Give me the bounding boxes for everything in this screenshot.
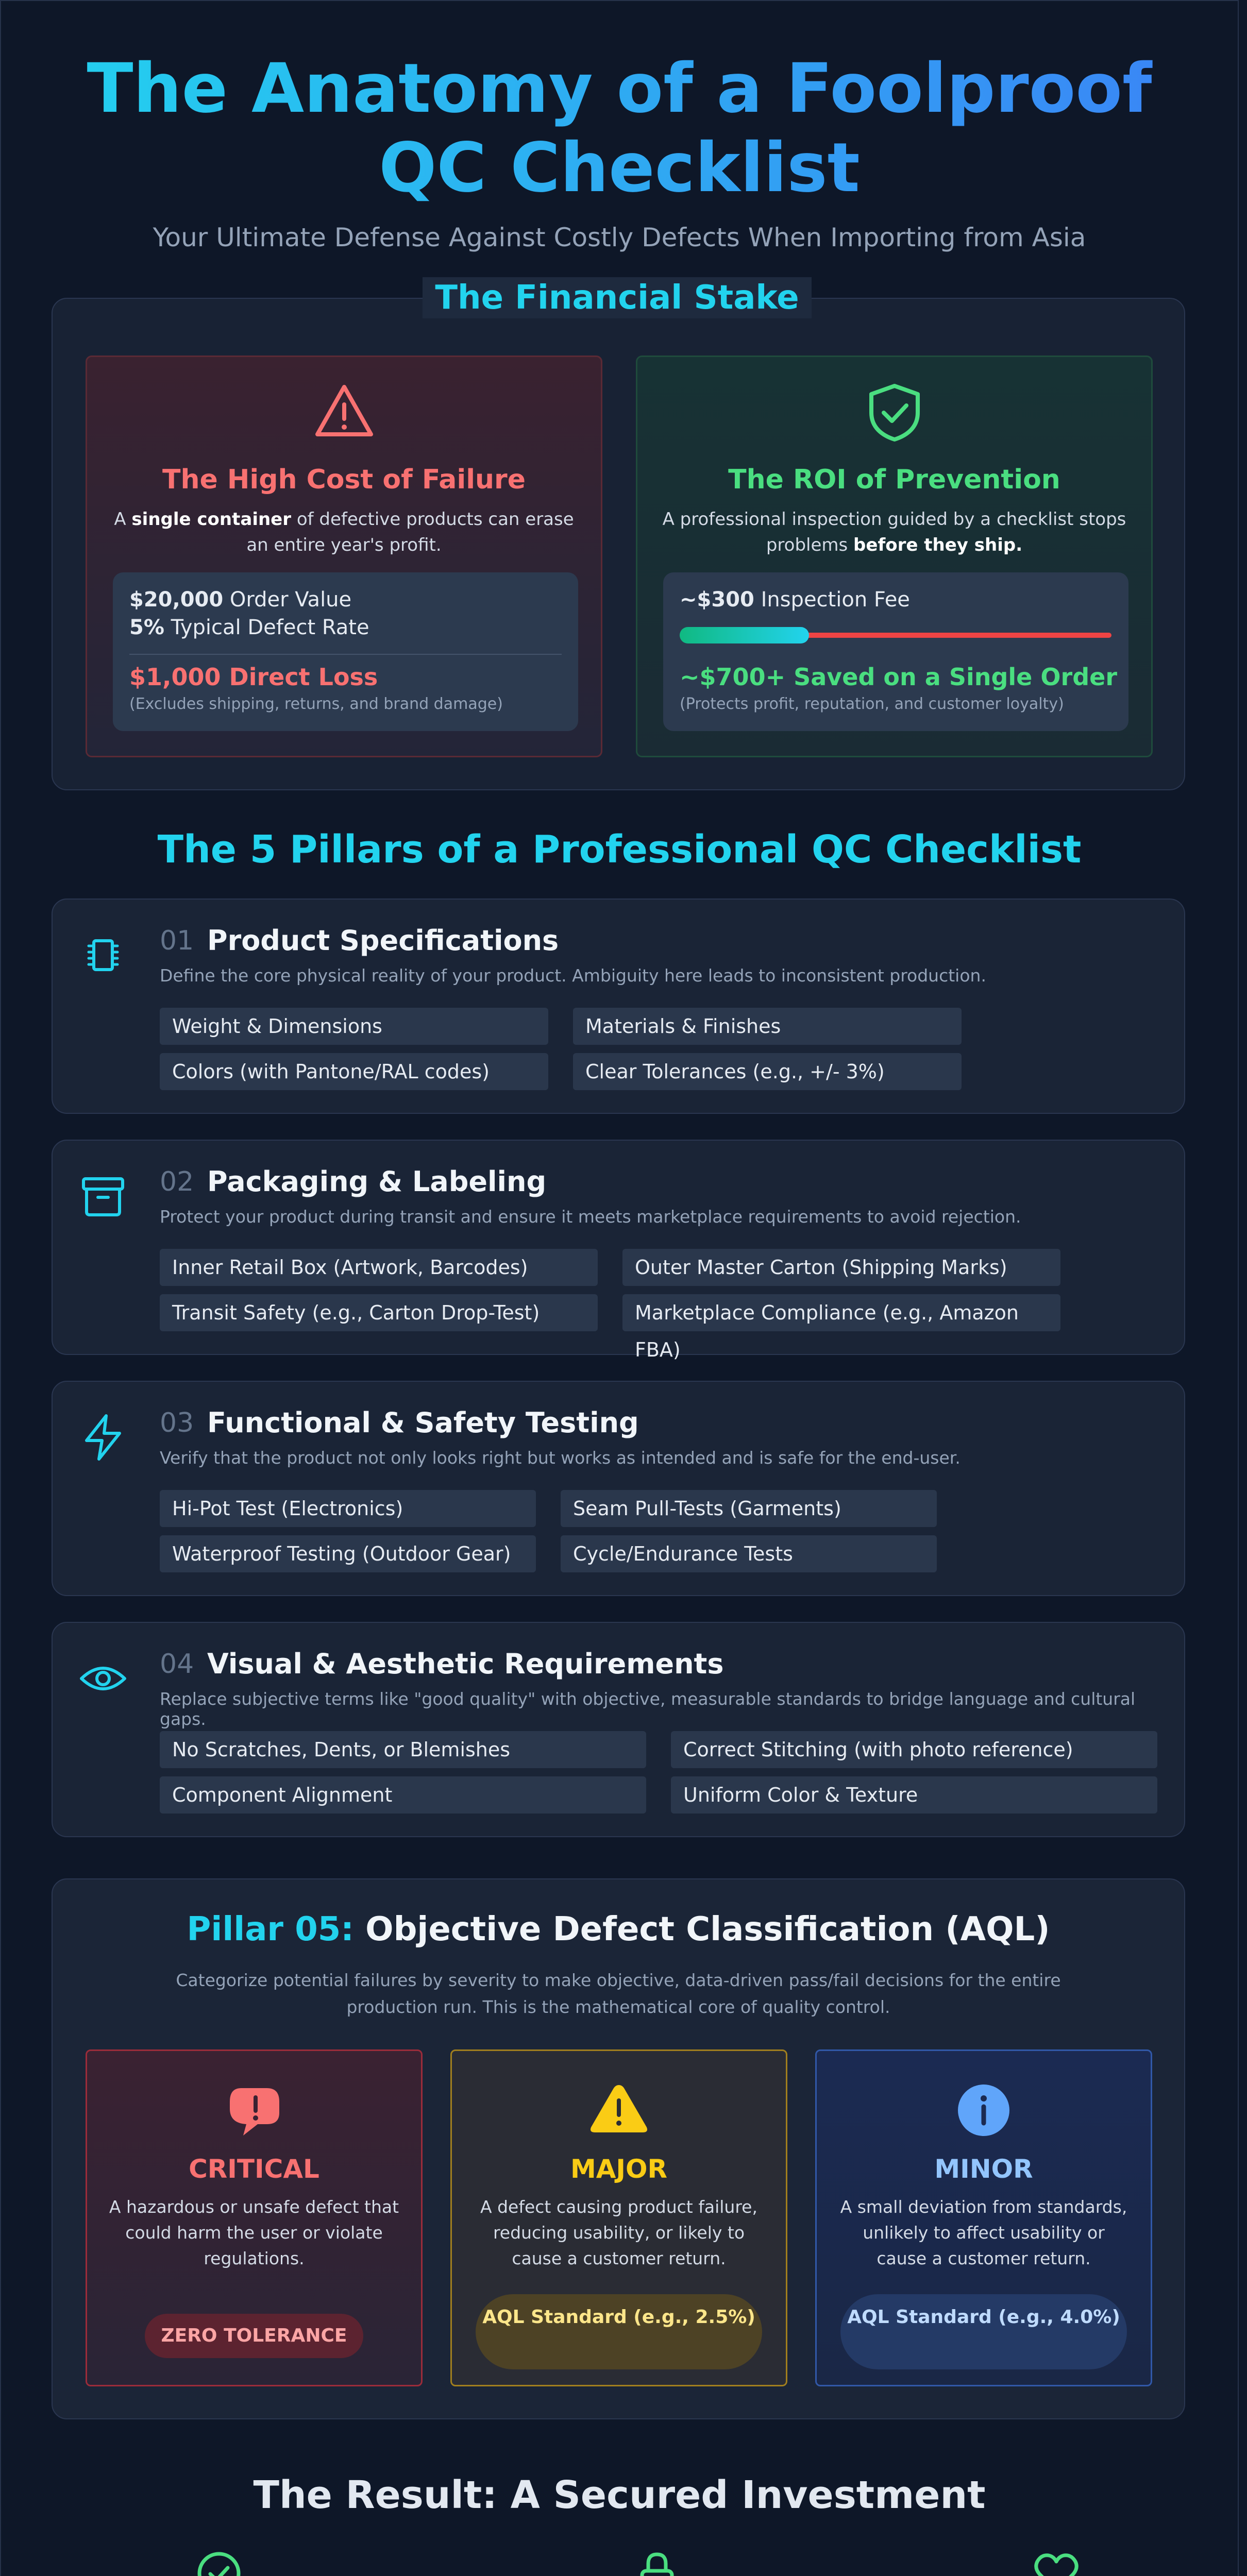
- defect-rate-line: 5% Typical Defect Rate: [129, 616, 369, 639]
- major-defect-card: [450, 2049, 787, 2386]
- checklist-item: Colors (with Pantone/RAL codes): [160, 1053, 548, 1090]
- severity-name: CRITICAL: [189, 2154, 319, 2184]
- pillar-functional-safety-testing: [52, 1381, 1185, 1596]
- pillar-name: Packaging & Labeling: [207, 1165, 547, 1198]
- severity-description: A defect causing product failure, reducing usability, or likely to cause a customer return.: [480, 2197, 757, 2268]
- checklist-item: Waterproof Testing (Outdoor Gear): [160, 1535, 536, 1572]
- severity-description: A hazardous or unsafe defect that could harm the user or violate regulations.: [109, 2197, 399, 2268]
- severity-standard-badge: ZERO TOLERANCE: [145, 2314, 363, 2358]
- roi-of-prevention-card: [636, 355, 1153, 757]
- info-circle-icon: [817, 2082, 1151, 2141]
- box-icon: [78, 1172, 128, 1221]
- roi-title: The ROI of Prevention: [728, 464, 1060, 495]
- critical-defect-card: [86, 2049, 423, 2386]
- pillar-name: Product Specifications: [207, 924, 559, 957]
- aql-title: Pillar 05: Objective Defect Classification (AQL): [187, 1910, 1050, 1948]
- eye-icon: [78, 1654, 128, 1703]
- pillar-name: Visual & Aesthetic Requirements: [207, 1648, 724, 1680]
- severity-standard-badge: AQL Standard (e.g., 4.0%): [840, 2294, 1127, 2369]
- aql-description: Categorize potential failures by severity to make objective, data-driven pass/fail decisions for the entire production run. This is the mathematical core of quality control.: [176, 1970, 1061, 2017]
- checklist-item: Clear Tolerances (e.g., +/- 3%): [573, 1053, 962, 1090]
- shield-check-icon: [637, 383, 1151, 445]
- aql-panel: [52, 1878, 1185, 2419]
- divider: [129, 654, 562, 655]
- checklist-item: Materials & Finishes: [573, 1008, 962, 1045]
- check-circle-icon: [75, 2550, 363, 2576]
- checklist-item: Seam Pull-Tests (Garments): [561, 1490, 937, 1527]
- warning-triangle-icon: [87, 383, 601, 442]
- result-item: [75, 2550, 363, 2576]
- direct-loss-value: $1,000 Direct Loss: [129, 663, 378, 691]
- cost-of-failure-card: [86, 355, 602, 757]
- lock-icon: [513, 2550, 801, 2576]
- savings-value: ~$700+ Saved on a Single Order: [680, 663, 1118, 691]
- pillar-packaging-labeling: [52, 1140, 1185, 1361]
- checklist-item: Correct Stitching (with photo reference): [671, 1731, 1157, 1768]
- pillar-visual-aesthetic: [52, 1622, 1185, 1837]
- warning-triangle-icon: [452, 2082, 786, 2138]
- loss-calculation-box: [113, 572, 578, 731]
- checklist-item: Hi-Pot Test (Electronics): [160, 1490, 536, 1527]
- checklist-item: Uniform Color & Texture: [671, 1776, 1157, 1814]
- inspection-fee-fill: [680, 627, 809, 643]
- checklist-item: Transit Safety (e.g., Carton Drop-Test): [160, 1294, 598, 1331]
- severity-name: MINOR: [934, 2154, 1033, 2184]
- checklist-item: Cycle/Endurance Tests: [561, 1535, 937, 1572]
- savings-note: (Protects profit, reputation, and customer loyalty): [680, 695, 1064, 713]
- checklist-item: Outer Master Carton (Shipping Marks): [622, 1249, 1060, 1286]
- pillar-description: Define the core physical reality of your product. Ambiguity here leads to inconsistent production.: [160, 965, 986, 986]
- pillar-name: Functional & Safety Testing: [207, 1406, 639, 1439]
- cost-of-failure-title: The High Cost of Failure: [162, 464, 526, 495]
- financial-stake-heading: The Financial Stake: [423, 277, 812, 318]
- pillar-number: 04: [160, 1649, 194, 1680]
- cost-of-failure-desc: A single container of defective products can erase an entire year's profit.: [114, 509, 574, 555]
- checklist-item: No Scratches, Dents, or Blemishes: [160, 1731, 646, 1768]
- pillar-product-specifications: [52, 899, 1185, 1114]
- savings-calculation-box: [663, 572, 1128, 731]
- inspection-fee-line: ~$300 Inspection Fee: [680, 588, 910, 612]
- direct-loss-note: (Excludes shipping, returns, and brand damage): [129, 695, 503, 713]
- pillar-number: 01: [160, 925, 194, 956]
- pillars-heading: The 5 Pillars of a Professional QC Checklist: [157, 827, 1082, 872]
- checklist-item: Inner Retail Box (Artwork, Barcodes): [160, 1249, 598, 1286]
- cost-comparison-bar: [680, 633, 1111, 638]
- checklist-item: Weight & Dimensions: [160, 1008, 548, 1045]
- chip-icon: [78, 930, 128, 980]
- checklist-item: Marketplace Compliance (e.g., Amazon FBA): [622, 1294, 1060, 1331]
- heart-icon: [912, 2550, 1201, 2576]
- severity-description: A small deviation from standards, unlikely to affect usability or cause a customer return.: [840, 2197, 1127, 2268]
- checklist-item: Component Alignment: [160, 1776, 646, 1814]
- severity-name: MAJOR: [570, 2154, 668, 2184]
- pillar-description: Protect your product during transit and ensure it meets marketplace requirements to avoid rejection.: [160, 1207, 1021, 1227]
- result-title: The Result: A Secured Investment: [253, 2473, 986, 2517]
- roi-desc: A professional inspection guided by a checklist stops problems before they ship.: [662, 509, 1126, 555]
- page-title: The Anatomy of a Foolproof QC Checklist: [0, 49, 1239, 208]
- order-value-line: $20,000 Order Value: [129, 588, 352, 612]
- severity-standard-badge: AQL Standard (e.g., 2.5%): [476, 2294, 762, 2369]
- financial-stake-panel: [52, 298, 1185, 790]
- pillar-number: 03: [160, 1408, 194, 1438]
- pillar-number: 02: [160, 1166, 194, 1197]
- minor-defect-card: [815, 2049, 1152, 2386]
- result-item: [912, 2550, 1201, 2576]
- page-subtitle: Your Ultimate Defense Against Costly Defects When Importing from Asia: [153, 223, 1086, 252]
- pillar-description: Verify that the product not only looks right but works as intended and is safe for the end-user.: [160, 1448, 960, 1468]
- result-item: [513, 2550, 801, 2576]
- critical-alert-icon: [87, 2082, 421, 2141]
- lightning-icon: [78, 1413, 128, 1462]
- pillar-description: Replace subjective terms like "good quality" with objective, measurable standards to bridge language and cultural gaps.: [160, 1689, 1136, 1729]
